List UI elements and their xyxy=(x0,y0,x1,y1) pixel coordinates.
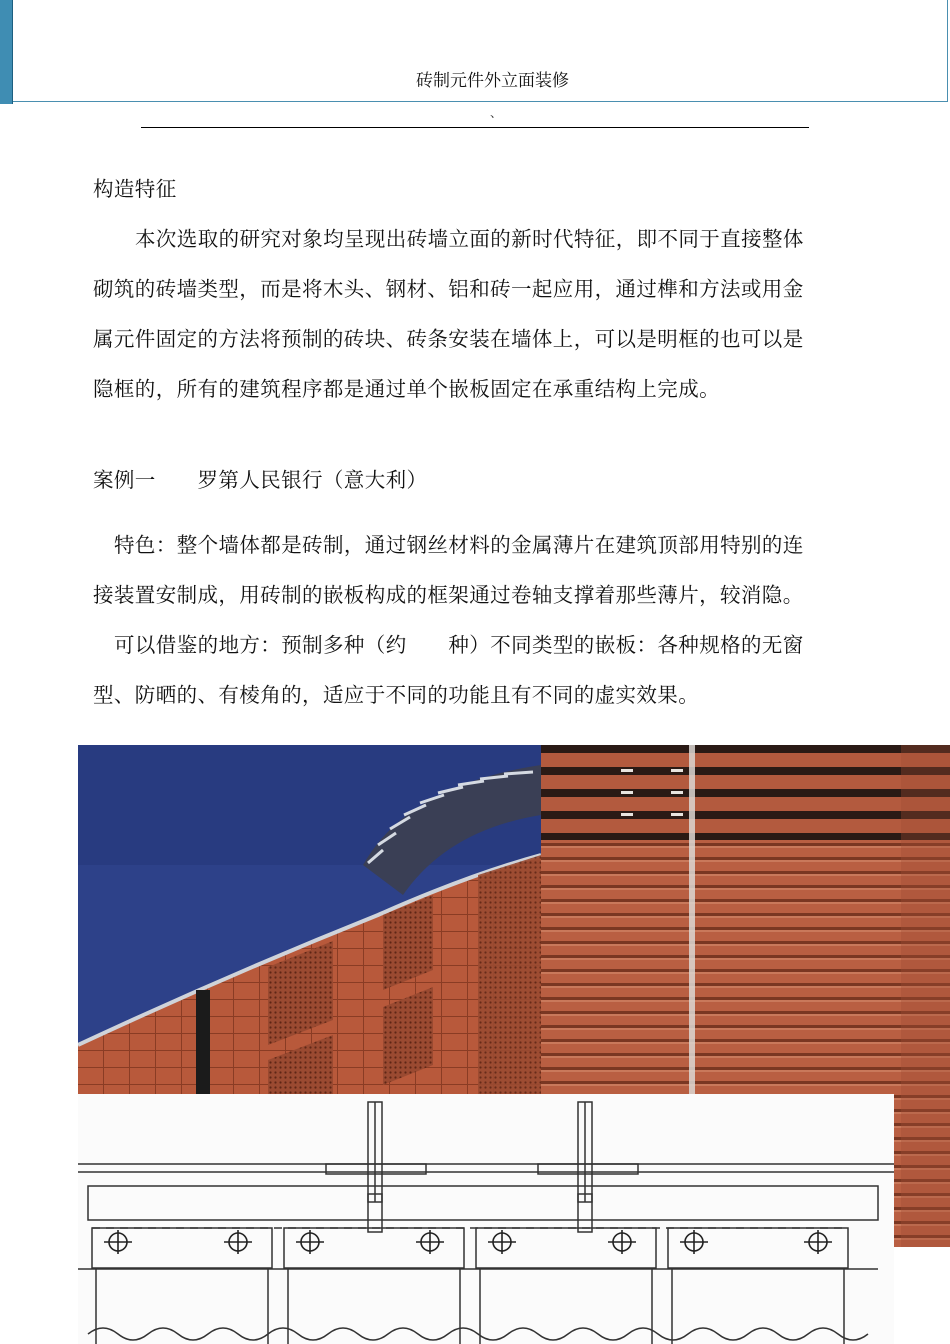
reference-line: 可以借鉴的地方：预制多种（约 种）不同类型的嵌板：各种规格的无窗 xyxy=(114,633,804,657)
section-structure xyxy=(93,164,853,414)
reference-line: 型、防晒的、有棱角的，适应于不同的功能且有不同的虚实效果。 xyxy=(93,683,700,707)
section-case xyxy=(93,455,853,505)
paragraph-line: 隐框的，所有的建筑程序都是通过单个嵌板固定在承重结构上完成。 xyxy=(93,377,720,401)
facade-illustration xyxy=(78,745,541,1095)
building-facade-photo xyxy=(78,745,541,1095)
detail-line-drawing xyxy=(78,1094,894,1344)
feature-line: 接装置安制成，用砖制的嵌板构成的框架通过卷轴支撑着那些薄片，较消隐。 xyxy=(93,583,804,607)
section-heading: 构造特征 xyxy=(93,177,177,201)
paragraph-line: 砌筑的砖墙类型，而是将木头、钢材、铝和砖一起应用，通过榫和方法或用金 xyxy=(93,277,804,301)
paragraph-line: 本次选取的研究对象均呈现出砖墙立面的新时代特征，即不同于直接整体 xyxy=(135,227,804,251)
header-rule xyxy=(141,127,809,128)
header-title: 砖制元件外立面装修 xyxy=(416,71,569,91)
header-mark: 、 xyxy=(490,106,503,120)
case-description xyxy=(93,520,853,720)
paragraph-line: 属元件固定的方法将预制的砖块、砖条安装在墙体上，可以是明框的也可以是 xyxy=(93,327,804,351)
case-heading: 案例一 罗第人民银行（意大利） xyxy=(93,468,428,492)
mounting-detail-drawing xyxy=(78,1094,894,1344)
feature-line: 特色：整个墙体都是砖制，通过钢丝材料的金属薄片在建筑顶部用特别的连 xyxy=(114,533,804,557)
